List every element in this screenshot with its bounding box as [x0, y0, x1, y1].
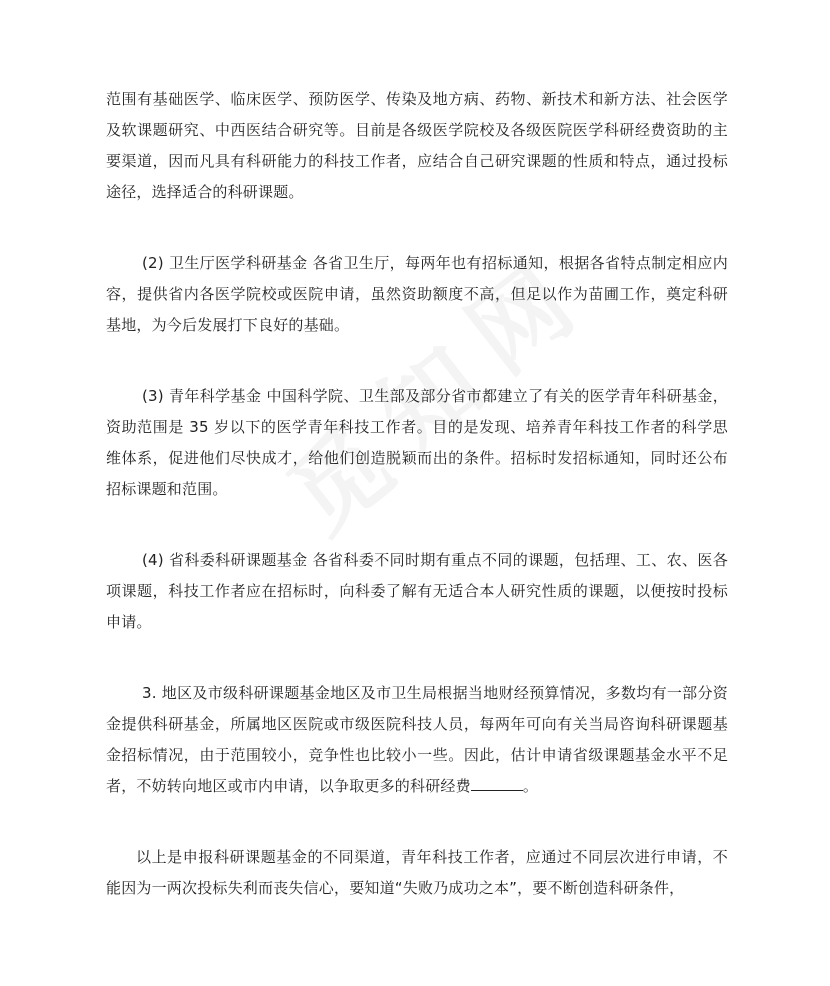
paragraph-text: (3) 青年科学基金 中国科学院、卫生部及部分省市都建立了有关的医学青年科研基金，资助范围是 35 岁以下的医学青年科技工作者。目的是发现、培养青年科技工作者的科学思维体系，促进他们尽快成才，给他们创造脱颖而出的条件。招标时发招标通知，同时还公布招标课题和范围。: [106, 387, 728, 498]
paragraph-text: (2) 卫生厅医学科研基金 各省卫生厅，每两年也有招标通知，根据各省特点制定相应内容，提供省内各医学院校或医院申请，虽然资助额度不高，但足以作为苗圃工作，奠定科研基地，为今后发展打下良好的基础。: [106, 254, 728, 334]
watermark-char: 知: [358, 326, 503, 475]
paragraph-scope: [106, 84, 728, 208]
paragraph-summary: [106, 842, 728, 904]
paragraph-text: 3. 地区及市级科研课题基金地区及市卫生局根据当地财经预算情况，多数均有一部分资金提供科研基金，所属地区医院或市级医院科技人员，每两年可向有关当局咨询科研课题基金招标情况，由于范围较小，竞争性也比较小一些。因此，估计申请省级课题基金水平不足者，不妨转向地区或市内申请，以争取更多的科研经费: [106, 684, 728, 795]
paragraph-youth-fund: [106, 381, 728, 505]
paragraph-municipal-fund: [106, 678, 728, 802]
watermark-char: 觅: [268, 406, 413, 555]
blank-underline: [471, 774, 523, 791]
paragraph-science-committee-fund: [106, 545, 728, 638]
watermark-char: 网: [448, 246, 593, 395]
paragraph-tail: 。: [522, 777, 539, 795]
paragraph-text: 范围有基础医学、临床医学、预防医学、传染及地方病、药物、新技术和新方法、社会医学及软课题研究、中西医结合研究等。目前是各级医学院校及各级医院医学科研经费资助的主要渠道，因而凡具有科研能力的科技工作者，应结合自己研究课题的性质和特点，通过投标途径，选择适合的科研课题。: [106, 90, 728, 201]
paragraph-text: 以上是申报科研课题基金的不同渠道，青年科技工作者，应通过不同层次进行申请，不能因为一两次投标失利而丧失信心，要知道“失败乃成功之本”，要不断创造科研条件，: [106, 848, 728, 897]
document-body: [106, 84, 728, 904]
paragraph-text: (4) 省科委科研课题基金 各省科委不同时期有重点不同的课题，包括理、工、农、医各项课题，科技工作者应在招标时，向科委了解有无适合本人研究性质的课题，以便按时投标申请。: [106, 551, 728, 631]
paragraph-health-dept-fund: [106, 248, 728, 341]
